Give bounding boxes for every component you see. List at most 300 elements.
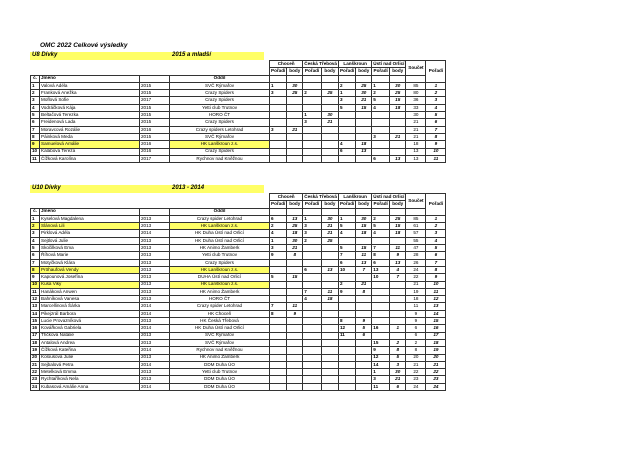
sub-header-row	[31, 201, 446, 208]
race-place	[338, 383, 355, 390]
race-points: 18	[390, 230, 406, 237]
race-place	[270, 339, 287, 346]
race-points: 21	[390, 133, 406, 140]
race-place	[270, 347, 287, 354]
race-place	[303, 310, 322, 317]
race-points	[321, 325, 338, 332]
race-place	[338, 112, 355, 119]
club-name: SVČ Rýmařov	[170, 339, 270, 346]
club-name: Yetti club Trutnov	[170, 104, 270, 111]
race-points: 25	[390, 215, 406, 222]
birth-year: 2013	[140, 281, 170, 288]
section-header-u10	[30, 185, 264, 193]
race-place	[338, 303, 355, 310]
race-points	[287, 318, 303, 325]
race-points	[390, 126, 406, 133]
total-points: 21	[406, 281, 426, 288]
club-name: Crazy Spiders	[170, 119, 270, 126]
race-place: 7	[338, 252, 355, 259]
competitor-name: Sejbalová Petra	[40, 361, 140, 368]
race-points: 21	[321, 230, 338, 237]
race-points	[321, 376, 338, 383]
competitor-name: Kalábová Tereza	[40, 148, 140, 155]
total-points: 22	[406, 369, 426, 376]
total-points: 21	[406, 133, 426, 140]
race-points	[287, 155, 303, 162]
competitor-name: Kapounová Josefína	[40, 274, 140, 281]
race-place: 2	[338, 281, 355, 288]
overall-rank: 18	[426, 339, 446, 346]
race-place: 9	[372, 347, 390, 354]
race-points	[356, 126, 372, 133]
race-points: 18	[287, 230, 303, 237]
race-points: 8	[356, 288, 372, 295]
empty-header	[338, 208, 355, 215]
race-place	[372, 148, 390, 155]
rank-header: Pořadí	[426, 61, 446, 83]
race-place: 7	[372, 245, 390, 252]
club-name: DDM Duha ÚO	[170, 376, 270, 383]
race-points: 15	[356, 245, 372, 252]
race-points: 30	[321, 112, 338, 119]
race-points	[356, 237, 372, 244]
place-subheader: Pořadí	[373, 68, 388, 74]
row-number: 3	[31, 230, 40, 237]
race-points: 9	[287, 310, 303, 317]
race-place: 2	[372, 90, 390, 97]
row-number: 3	[31, 97, 40, 104]
race-points	[287, 288, 303, 295]
overall-rank: 8	[426, 266, 446, 273]
row-number: 16	[31, 325, 40, 332]
birth-year: 2013	[140, 332, 170, 339]
total-points: 21	[406, 361, 426, 368]
race-header: Lanškroun	[338, 61, 371, 68]
club-name: Crazy spider Letohrad	[170, 303, 270, 310]
row-number: 23	[31, 376, 40, 383]
race-place	[372, 112, 390, 119]
club-name: HK Animo Žamberk	[170, 354, 270, 361]
race-points: 18	[356, 230, 372, 237]
race-points	[287, 133, 303, 140]
race-place: 5	[270, 274, 287, 281]
competitor-name: Páinková Meda	[40, 133, 140, 140]
total-points: 28	[406, 252, 426, 259]
row-number: 13	[31, 303, 40, 310]
overall-rank: 9	[426, 141, 446, 148]
points-subheader: body	[356, 68, 372, 75]
competitor-name: Kovářková Gabriela	[40, 325, 140, 332]
club-name: Crazy Spiders	[170, 97, 270, 104]
row-number: 22	[31, 369, 40, 376]
table-row	[31, 230, 446, 237]
table-row	[31, 281, 446, 288]
race-place: 4	[372, 104, 390, 111]
race-points	[321, 245, 338, 252]
race-points: 21	[321, 223, 338, 230]
race-place	[338, 339, 355, 346]
birth-year: 2013	[140, 245, 170, 252]
race-place: 1	[270, 82, 287, 89]
race-place	[372, 303, 390, 310]
race-points: 15	[356, 223, 372, 230]
results-table-u10	[30, 193, 446, 391]
race-points: 2	[390, 339, 406, 346]
total-points: 9	[406, 318, 426, 325]
club-header: Oddíl	[170, 75, 270, 82]
race-place: 9	[338, 288, 355, 295]
empty-header	[321, 75, 338, 82]
race-place: 11	[372, 383, 390, 390]
competitor-name: Říhová Marie	[40, 252, 140, 259]
race-place: 12	[372, 354, 390, 361]
race-place	[270, 369, 287, 376]
race-points	[356, 119, 372, 126]
race-place: 4	[303, 296, 322, 303]
race-place: 7	[270, 303, 287, 310]
race-header: Česká Třebová	[304, 193, 337, 199]
race-points	[287, 259, 303, 266]
page-title: OMC 2022 Celkové výsledky	[40, 42, 128, 49]
overall-rank: 1	[426, 82, 446, 89]
race-place	[270, 104, 287, 111]
table-row	[31, 361, 446, 368]
race-points: 9	[356, 318, 372, 325]
table-row	[31, 325, 446, 332]
race-place	[303, 332, 322, 339]
empty-header	[338, 75, 355, 82]
club-name: SVČ Rýmařov	[170, 332, 270, 339]
race-points: 30	[287, 82, 303, 89]
race-points	[390, 112, 406, 119]
row-number: 2	[31, 90, 40, 97]
race-points: 13	[287, 215, 303, 222]
birth-year: 2013	[140, 274, 170, 281]
year-header	[140, 75, 170, 82]
club-name: Crazy Spiders	[170, 90, 270, 97]
race-place: 3	[270, 126, 287, 133]
competitor-name: Čížková Kateřina	[40, 347, 140, 354]
race-place	[303, 361, 322, 368]
race-place: 6	[372, 259, 390, 266]
blank-cell	[31, 194, 270, 201]
table-row	[31, 245, 446, 252]
overall-rank: 8	[426, 133, 446, 140]
row-number: 8	[31, 133, 40, 140]
race-place: 3	[372, 133, 390, 140]
row-number: 2	[31, 223, 40, 230]
competitor-name: Franková Anežka	[40, 90, 140, 97]
empty-header	[372, 208, 390, 215]
competitor-name: Kusá Viky	[40, 281, 140, 288]
table-row	[31, 97, 446, 104]
race-header: Ústí nad Orlicí	[373, 193, 405, 199]
race-points	[321, 97, 338, 104]
competitor-name: Čížková Karolína	[40, 155, 140, 162]
race-place	[303, 126, 322, 133]
sum-header: Součet	[406, 194, 426, 209]
race-points	[321, 332, 338, 339]
table-row	[31, 126, 446, 133]
section-years: 2015 a mladší	[172, 52, 212, 58]
section-years: 2013 - 2014	[172, 185, 205, 191]
race-place: 2	[303, 237, 322, 244]
race-points	[287, 281, 303, 288]
table-row	[31, 112, 446, 119]
club-header: Oddíl	[170, 208, 270, 215]
race-points: 8	[390, 347, 406, 354]
race-place: 15	[372, 339, 390, 346]
race-place: 1	[303, 112, 322, 119]
competitor-name: Marcellinová Šárka	[40, 303, 140, 310]
race-place: 2	[270, 223, 287, 230]
table-row	[31, 332, 446, 339]
race-place: 2	[338, 82, 355, 89]
total-points: 11	[406, 303, 426, 310]
birth-year: 2013	[140, 376, 170, 383]
overall-rank: 6	[426, 252, 446, 259]
race-place	[303, 376, 322, 383]
blank-cell	[31, 201, 270, 208]
club-name: DUHA Ústí nad Orlicí	[170, 274, 270, 281]
total-points: 8	[406, 347, 426, 354]
birth-year: 2016	[140, 141, 170, 148]
club-name: HORO ČT	[170, 112, 270, 119]
birth-year: 2014	[140, 310, 170, 317]
race-points	[321, 252, 338, 259]
race-points: 30	[356, 90, 372, 97]
race-points	[287, 347, 303, 354]
race-points	[390, 119, 406, 126]
race-place	[338, 361, 355, 368]
blank-cell	[31, 68, 270, 75]
race-place: 12	[338, 325, 355, 332]
race-place: 7	[303, 288, 322, 295]
overall-rank: 4	[426, 104, 446, 111]
row-number: 9	[31, 141, 40, 148]
total-points: 19	[406, 288, 426, 295]
race-points: 21	[356, 281, 372, 288]
overall-rank: 7	[426, 126, 446, 133]
race-place: 5	[338, 104, 355, 111]
club-name: Crazy spiders Letohrad	[170, 126, 270, 133]
birth-year: 2015	[140, 112, 170, 119]
race-place	[270, 332, 287, 339]
race-points: 30	[287, 237, 303, 244]
competitor-name: Slánová Lili	[40, 223, 140, 230]
section-header-u8	[30, 52, 264, 60]
total-points: 6	[406, 332, 426, 339]
table-row	[31, 104, 446, 111]
race-place: 11	[338, 332, 355, 339]
total-points: 21	[406, 126, 426, 133]
year-header	[140, 208, 170, 215]
table-row	[31, 259, 446, 266]
race-place	[338, 237, 355, 244]
race-points: 25	[390, 90, 406, 97]
total-points: 21	[406, 119, 426, 126]
race-points	[287, 332, 303, 339]
competitor-name: Moflová Sofie	[40, 97, 140, 104]
birth-year: 2014	[140, 325, 170, 332]
race-header: Choceň	[270, 61, 303, 68]
race-points	[390, 310, 406, 317]
table-row	[31, 90, 446, 97]
total-points: 24	[406, 266, 426, 273]
race-points: 1	[390, 325, 406, 332]
race-place: 3	[303, 230, 322, 237]
race-points	[287, 141, 303, 148]
empty-header	[321, 208, 338, 215]
race-points: 11	[287, 303, 303, 310]
club-name: Yetti club Trutnov	[170, 369, 270, 376]
empty-header	[270, 75, 287, 82]
race-place	[270, 119, 287, 126]
club-name: SVČ Rýmařov	[170, 82, 270, 89]
race-points	[287, 361, 303, 368]
race-points	[287, 112, 303, 119]
race-points	[287, 325, 303, 332]
column-header-row	[31, 75, 446, 82]
race-place	[270, 383, 287, 390]
race-points: 13	[390, 155, 406, 162]
overall-rank: 15	[426, 318, 446, 325]
race-place	[270, 155, 287, 162]
overall-rank: 21	[426, 361, 446, 368]
birth-year: 2014	[140, 347, 170, 354]
race-points	[321, 82, 338, 89]
race-place	[338, 296, 355, 303]
number-header: č.	[31, 208, 40, 215]
sub-header-row	[31, 68, 446, 75]
race-place: 3	[303, 119, 322, 126]
race-points: 5	[356, 325, 372, 332]
table-row	[31, 383, 446, 390]
race-place: 14	[372, 361, 390, 368]
row-number: 20	[31, 354, 40, 361]
race-points: 18	[321, 296, 338, 303]
race-points: 21	[321, 119, 338, 126]
overall-rank: 22	[426, 369, 446, 376]
race-points	[356, 369, 372, 376]
empty-header	[303, 208, 322, 215]
competitor-name: Hanáková Anwen	[40, 288, 140, 295]
race-place	[303, 141, 322, 148]
club-name: SVČ Rýmařov	[170, 133, 270, 140]
row-number: 1	[31, 82, 40, 89]
overall-rank: 10	[426, 148, 446, 155]
race-points: 30	[390, 369, 406, 376]
name-header: Jméno	[40, 75, 140, 82]
birth-year: 2015	[140, 119, 170, 126]
competitor-name: Beltačová Terezka	[40, 112, 140, 119]
birth-year: 2017	[140, 97, 170, 104]
race-points	[321, 141, 338, 148]
race-place	[338, 126, 355, 133]
race-points: 6	[356, 332, 372, 339]
race-place	[270, 296, 287, 303]
race-header: Ústí nad Orlicí	[373, 60, 405, 66]
race-points: 15	[287, 274, 303, 281]
table-row	[31, 354, 446, 361]
race-points	[356, 274, 372, 281]
race-points	[356, 383, 372, 390]
race-place	[270, 281, 287, 288]
competitor-name: Sejtlová Julie	[40, 237, 140, 244]
race-place	[338, 274, 355, 281]
race-points: 30	[321, 215, 338, 222]
club-name: HK Duha Ústí nad Orlicí	[170, 230, 270, 237]
birth-year: 2014	[140, 303, 170, 310]
race-place	[372, 237, 390, 244]
competitor-name: Motyčková Klára	[40, 259, 140, 266]
race-header-row	[31, 61, 446, 68]
empty-header	[406, 75, 426, 82]
race-points	[390, 237, 406, 244]
empty-header	[390, 75, 406, 82]
race-points	[390, 303, 406, 310]
race-points	[390, 332, 406, 339]
race-place	[372, 296, 390, 303]
overall-rank: 9	[426, 274, 446, 281]
race-header: Lanškroun	[338, 194, 371, 201]
race-points	[356, 112, 372, 119]
race-place	[338, 155, 355, 162]
race-place: 6	[338, 259, 355, 266]
race-points: 15	[390, 97, 406, 104]
race-place: 6	[372, 155, 390, 162]
race-place	[270, 141, 287, 148]
birth-year: 2017	[140, 155, 170, 162]
row-number: 4	[31, 104, 40, 111]
race-place	[270, 376, 287, 383]
birth-year: 2013	[140, 266, 170, 273]
club-name: Rychnov nad Kněžnou	[170, 347, 270, 354]
row-number: 9	[31, 274, 40, 281]
race-place	[338, 376, 355, 383]
table-row	[31, 252, 446, 259]
overall-rank: 2	[426, 90, 446, 97]
overall-rank: 16	[426, 325, 446, 332]
race-place: 4	[372, 230, 390, 237]
total-points: 80	[406, 90, 426, 97]
birth-year: 2014	[140, 361, 170, 368]
race-points: 15	[390, 223, 406, 230]
competitor-name: Samuelová Amálie	[40, 141, 140, 148]
empty-header	[270, 208, 287, 215]
points-subheader: body	[287, 201, 303, 208]
race-place: 4	[338, 141, 355, 148]
row-number: 10	[31, 148, 40, 155]
club-name: HK Česká Třebová	[170, 318, 270, 325]
race-points	[390, 141, 406, 148]
competitor-name: Metelková Emma	[40, 369, 140, 376]
sum-header: Součet	[406, 61, 426, 76]
total-points: 2	[406, 339, 426, 346]
birth-year: 2013	[140, 296, 170, 303]
club-name: Crazy Spiders	[170, 259, 270, 266]
race-points	[390, 318, 406, 325]
competitor-name: Freidenová Lada	[40, 119, 140, 126]
section-category: U10 Dívky	[32, 185, 61, 191]
race-header-row	[31, 194, 446, 201]
total-points: 6	[406, 325, 426, 332]
competitor-name: Kolousová Julie	[40, 354, 140, 361]
race-place	[372, 141, 390, 148]
competitor-name: Antalová Andrea	[40, 339, 140, 346]
place-subheader: Pořadí	[339, 201, 355, 207]
race-points	[321, 155, 338, 162]
